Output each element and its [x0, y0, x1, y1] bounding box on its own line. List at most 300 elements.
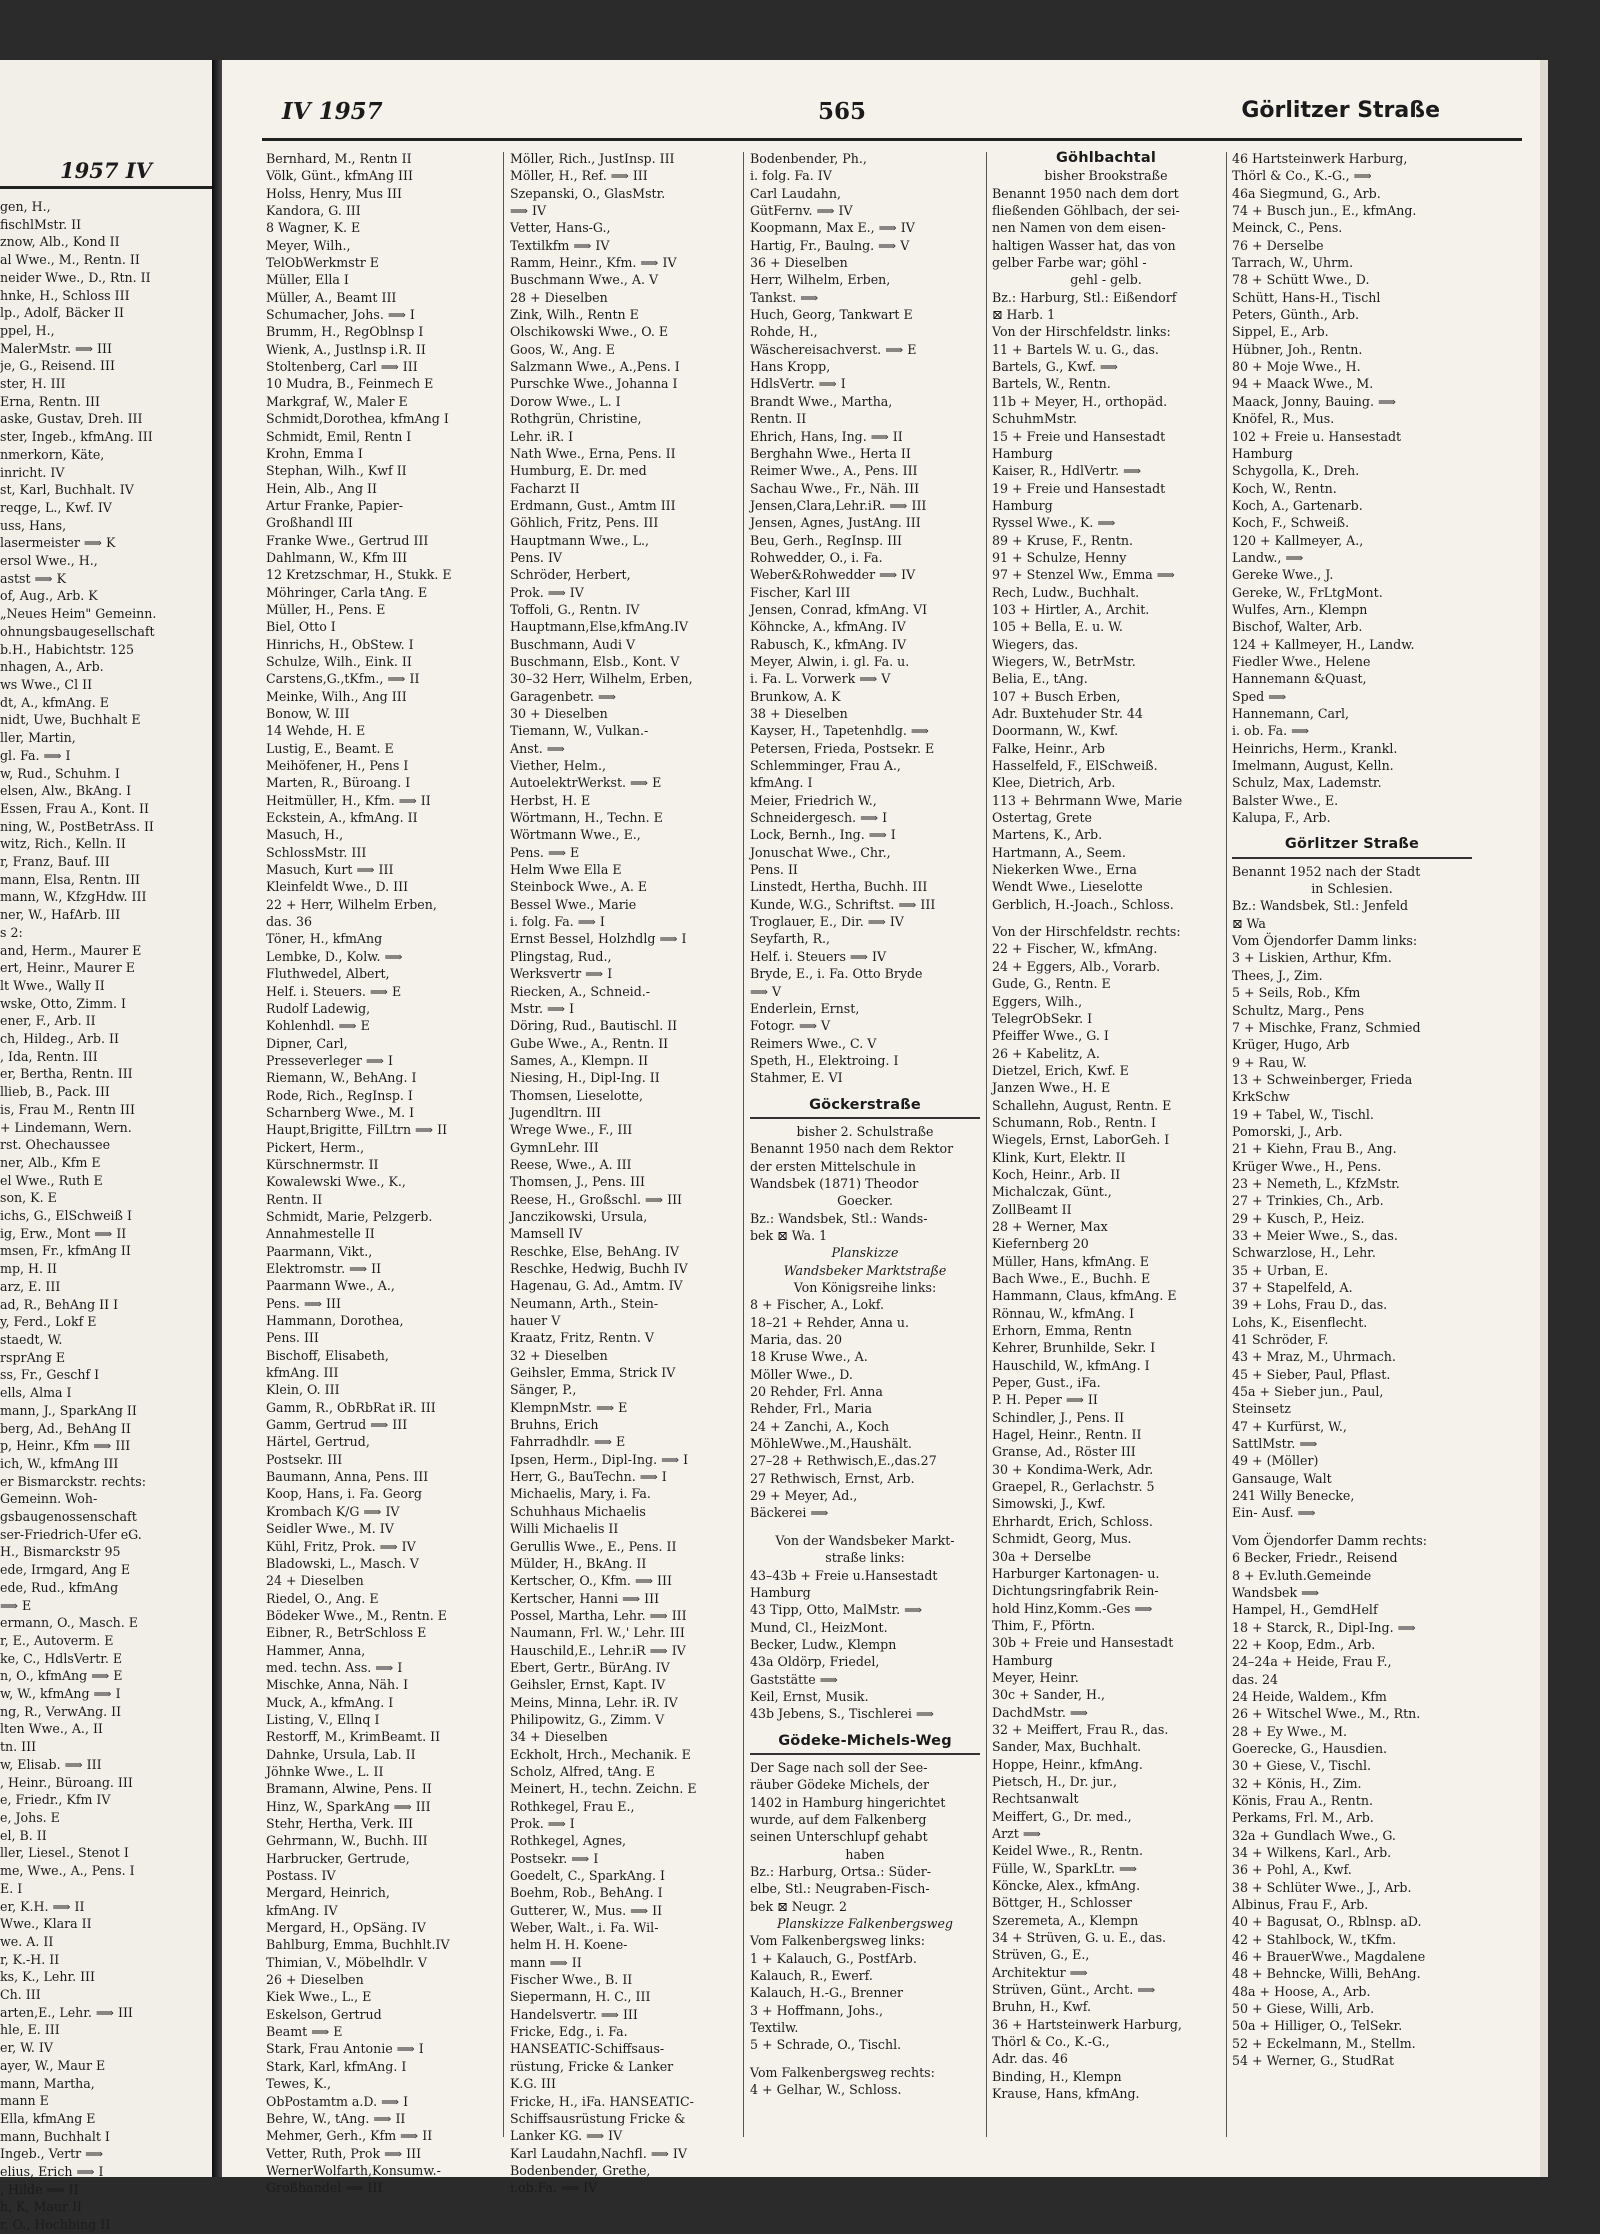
- directory-entry-line: Wulfes, Arn., Klempn: [1232, 601, 1368, 617]
- directory-entry-line: der ersten Mittelschule in: [750, 1158, 916, 1174]
- directory-entry-line: Krombach K/G ⟹ IV: [266, 1503, 400, 1519]
- directory-entry-line: Meier, Friedrich W.,: [750, 792, 877, 808]
- directory-entry-line: Beu, Gerh., RegInsp. III: [750, 532, 903, 548]
- directory-entry-line: 76 + Derselbe: [1232, 237, 1324, 253]
- directory-entry-line: 8 + Ev.luth.Gemeinde: [1232, 1567, 1372, 1583]
- directory-entry-line: 30 + Kondima-Werk, Adr.: [992, 1461, 1154, 1477]
- directory-entry-line: Kiek Wwe., L., E: [266, 1989, 372, 2005]
- directory-entry-line: 107 + Busch Erben,: [992, 688, 1121, 704]
- left-entry-line: Ingeb., Vertr ⟹: [0, 2146, 104, 2162]
- directory-entry-line: Thomsen, J., Pens. III: [510, 1174, 646, 1190]
- directory-entry-line: Paarmann Wwe., A.,: [266, 1278, 395, 1294]
- directory-entry-line: KlempnMstr. ⟹ E: [510, 1399, 628, 1415]
- directory-entry-line: Kalauch, R., Ewerf.: [750, 1968, 873, 1984]
- directory-entry-line: Lehr. iR. I: [510, 428, 574, 444]
- directory-entry-line: Schindler, J., Pens. II: [992, 1409, 1125, 1425]
- directory-entry-line: Fluthwedel, Albert,: [266, 966, 390, 982]
- directory-entry-line: Thim, F., Pförtn.: [992, 1617, 1096, 1633]
- directory-entry-line: Hübner, Joh., Rentn.: [1232, 341, 1363, 357]
- directory-entry-line: Eskelson, Gertrud: [266, 2006, 382, 2022]
- left-entry-line: „Neues Heim" Gemeinn.: [0, 606, 157, 622]
- left-entry-line: ppel, H.,: [0, 322, 55, 338]
- directory-entry-line: 50 + Giese, Willi, Arb.: [1232, 2001, 1375, 2017]
- directory-entry-line: Gansauge, Walt: [1232, 1470, 1332, 1486]
- directory-entry-line: 14 Wehde, H. E: [266, 723, 366, 739]
- directory-entry-line: Ryssel Wwe., K. ⟹: [992, 515, 1116, 531]
- directory-entry-line: Brandt Wwe., Martha,: [750, 393, 893, 409]
- directory-entry-line: TelObWerkmstr E: [266, 255, 379, 271]
- directory-entry-line: ⊠ Harb. 1: [992, 307, 1056, 323]
- directory-entry-line: Listing, V., Ellnq I: [266, 1711, 380, 1727]
- directory-entry-line: 94 + Maack Wwe., M.: [1232, 376, 1374, 392]
- directory-entry-line: HdlsVertr. ⟹ I: [750, 376, 846, 392]
- directory-entry-line: Pens. III: [266, 1330, 319, 1346]
- directory-entry-line: Harbrucker, Gertrude,: [266, 1850, 410, 1866]
- directory-entry-line: Kertscher, Hanni ⟹ III: [510, 1590, 660, 1606]
- directory-entry-line: Hamburg: [992, 445, 1053, 461]
- directory-entry-line: 24 + Eggers, Alb., Vorarb.: [992, 958, 1161, 974]
- section-rule: [750, 1117, 980, 1119]
- left-entry-line: wske, Otto, Zimm. I: [0, 995, 127, 1011]
- left-entry-line: ws Wwe., Cl II: [0, 676, 93, 692]
- directory-entry-line: Huch, Georg, Tankwart E: [750, 307, 913, 323]
- directory-entry-line: Pfeiffer Wwe., G. I: [992, 1028, 1109, 1044]
- left-entry-line: ich, W., kfmAng III: [0, 1455, 119, 1471]
- header-rule: [262, 138, 1522, 141]
- directory-entry-line: Petersen, Frieda, Postsekr. E: [750, 740, 935, 756]
- directory-entry-line: i. ob. Fa. ⟹: [1232, 723, 1310, 739]
- left-entry-line: ener, F., Arb. II: [0, 1013, 96, 1029]
- directory-entry-line: 9 + Rau, W.: [1232, 1054, 1307, 1070]
- directory-entry-line: Ehrich, Hans, Ing. ⟹ II: [750, 428, 903, 444]
- directory-entry-line: Brunkow, A. K: [750, 688, 841, 704]
- directory-entry-line: Annahmestelle II: [266, 1226, 375, 1242]
- directory-entry-line: Bz.: Wandsbek, Stl.: Wands-: [750, 1210, 928, 1226]
- directory-entry-line: Wäschereisachverst. ⟹ E: [750, 341, 917, 357]
- left-entry-line: nhagen, A., Arb.: [0, 659, 104, 675]
- directory-entry-line: Postsekr. III: [266, 1451, 343, 1467]
- directory-entry-line: Stoltenberg, Carl ⟹ III: [266, 359, 418, 375]
- left-entry-line: MalerMstr. ⟹ III: [0, 340, 112, 356]
- directory-entry-line: Lembke, D., Kolw. ⟹: [266, 948, 403, 964]
- directory-entry-line: 22 + Fischer, W., kfmAng.: [992, 941, 1158, 957]
- right-page-header: [282, 98, 1500, 132]
- directory-entry-line: Krüger Wwe., H., Pens.: [1232, 1158, 1382, 1174]
- directory-entry-line: Schmidt, Emil, Rentn I: [266, 428, 412, 444]
- directory-entry-line: 20 Rehder, Frl. Anna: [750, 1384, 883, 1400]
- directory-entry-line: 32a + Gundlach Wwe., G.: [1232, 1827, 1396, 1843]
- directory-entry-line: Neumann, Arth., Stein-: [510, 1295, 659, 1311]
- column-divider: [1226, 152, 1227, 2137]
- directory-entry-line: 27 Rethwisch, Ernst, Arb.: [750, 1470, 915, 1486]
- directory-entry-line: Niekerken Wwe., Erna: [992, 862, 1137, 878]
- directory-entry-line: 78 + Schütt Wwe., D.: [1232, 272, 1370, 288]
- left-entry-line: Essen, Frau A., Kont. II: [0, 800, 149, 816]
- directory-entry-line: Müller, A., Beamt III: [266, 289, 397, 305]
- left-entry-line: Wwe., Klara II: [0, 1916, 92, 1932]
- directory-entry-line: 40 + Bagusat, O., Rblnsp. aD.: [1232, 1914, 1422, 1930]
- left-entry-line: neider Wwe., D., Rtn. II: [0, 269, 151, 285]
- directory-entry-line: Zink, Wilh., Rentn E: [510, 307, 639, 323]
- directory-entry-line: 27 + Trinkies, Ch., Arb.: [1232, 1193, 1384, 1209]
- left-entry-line: ig, Erw., Mont ⟹ II: [0, 1225, 127, 1241]
- left-entry-line: is, Frau M., Rentn III: [0, 1101, 135, 1117]
- directory-entry-line: Sped ⟹: [1232, 688, 1287, 704]
- right-page: [222, 60, 1540, 2196]
- left-entry-line: , Heinr., Büroang. III: [0, 1774, 133, 1790]
- volume-label: IV 1957: [282, 98, 383, 125]
- directory-entry-line: Goecker.: [837, 1193, 893, 1209]
- directory-entry-line: Klee, Dietrich, Arb.: [992, 775, 1116, 791]
- directory-entry-line: Meyer, Alwin, i. gl. Fa. u.: [750, 653, 910, 669]
- directory-entry-line: Berghahn Wwe., Herta II: [750, 445, 911, 461]
- directory-entry-line: Adr. das. 46: [992, 2051, 1068, 2067]
- directory-entry-line: 15 + Freie und Hansestadt: [992, 428, 1166, 444]
- left-entry-line: er Bismarckstr. rechts:: [0, 1473, 146, 1489]
- directory-entry-line: Bz.: Harburg, Stl.: Eißendorf: [992, 289, 1177, 305]
- left-entry-line: mann, Buchhalt I: [0, 2128, 110, 2144]
- directory-entry-line: das. 24: [1232, 1671, 1279, 1687]
- directory-entry-line: hold Hinz,Komm.-Ges ⟹: [992, 1600, 1153, 1616]
- directory-entry-line: Möller Wwe., D.: [750, 1366, 853, 1382]
- directory-entry-line: Ostertag, Grete: [992, 810, 1093, 826]
- directory-entry-line: 54 + Werner, G., StudRat: [1232, 2053, 1395, 2069]
- directory-entry-line: Göhlich, Fritz, Pens. III: [510, 515, 659, 531]
- directory-entry-line: 3 + Liskien, Arthur, Kfm.: [1232, 950, 1392, 966]
- directory-entry-line: P. H. Peper ⟹ II: [992, 1392, 1098, 1408]
- directory-entry-line: Heinrichs, Herm., Krankl.: [1232, 740, 1398, 756]
- directory-entry-line: Bladowski, L., Masch. V: [266, 1555, 419, 1571]
- directory-entry-line: Pens. IV: [510, 549, 563, 565]
- directory-entry-line: Buschmann, Audi V: [510, 636, 636, 652]
- directory-entry-line: Bruhn, H., Kwf.: [992, 1999, 1092, 2015]
- left-entry-line: tn. III: [0, 1739, 37, 1755]
- directory-entry-line: 91 + Schulze, Henny: [992, 549, 1127, 565]
- left-entry-line: znow, Alb., Kond II: [0, 234, 120, 250]
- directory-entry-line: Karl Laudahn,Nachfl. ⟹ IV: [510, 2145, 687, 2161]
- directory-entry-line: Buschmann Wwe., A. V: [510, 272, 659, 288]
- directory-entry-line: Philipowitz, G., Zimm. V: [510, 1711, 665, 1727]
- directory-entry-line: 27–28 + Rethwisch,E.,das.27: [750, 1453, 937, 1469]
- directory-entry-line: Wienk, A., Justlnsp i.R. II: [266, 341, 426, 357]
- directory-entry-line: DachdMstr. ⟹: [992, 1704, 1088, 1720]
- directory-entry-line: Kowalewski Wwe., K.,: [266, 1174, 406, 1190]
- directory-entry-line: Rudolf Ladewig,: [266, 1000, 371, 1016]
- directory-entry-line: Kunde, W.G., Schriftst. ⟹ III: [750, 896, 936, 912]
- directory-entry-line: 29 + Kusch, P., Heiz.: [1232, 1210, 1365, 1226]
- directory-entry-line: Böttger, H., Schlosser: [992, 1895, 1132, 1911]
- directory-entry-line: 48 + Behncke, Willi, BehAng.: [1232, 1966, 1421, 1982]
- directory-entry-line: Sander, Max, Buchhalt.: [992, 1739, 1142, 1755]
- directory-entry-line: Gamm, R., ObRbRat iR. III: [266, 1399, 436, 1415]
- directory-entry-line: Bodenbender, Ph.,: [750, 151, 867, 166]
- left-entry-line: and, Herm., Maurer E: [0, 942, 142, 958]
- directory-entry-line: Binding, H., Klempn: [992, 2068, 1122, 2084]
- directory-entry-line: Klink, Kurt, Elektr. II: [992, 1149, 1126, 1165]
- directory-entry-line: Becker, Ludw., Klempn: [750, 1636, 897, 1652]
- directory-entry-line: Reese, H., Großschl. ⟹ III: [510, 1191, 683, 1207]
- directory-entry-line: 39 + Lohs, Frau D., das.: [1232, 1297, 1388, 1313]
- directory-entry-line: gehl - gelb.: [1070, 272, 1142, 288]
- directory-entry-line: Eckholt, Hrch., Mechanik. E: [510, 1746, 691, 1762]
- directory-entry-line: Jöhnke Wwe., L. II: [266, 1763, 384, 1779]
- left-entry-line: staedt, W.: [0, 1332, 63, 1347]
- directory-entry-line: 21 + Kiehn, Frau B., Ang.: [1232, 1141, 1397, 1157]
- directory-entry-line: Pietsch, H., Dr. jur.,: [992, 1773, 1118, 1789]
- directory-entry-line: Hauschild, W., kfmAng. I: [992, 1357, 1150, 1373]
- directory-entry-line: Hartig, Fr., Baulng. ⟹ V: [750, 237, 910, 253]
- left-entry-line: hle, E. III: [0, 2022, 60, 2038]
- directory-entry-line: Stehr, Hertha, Verk. III: [266, 1816, 414, 1831]
- directory-entry-line: Bryde, E., i. Fa. Otto Bryde: [750, 966, 923, 982]
- left-entry-line: mp, H. II: [0, 1261, 57, 1277]
- directory-entry-line: Steinsetz: [1232, 1401, 1291, 1417]
- left-entry-line: ning, W., PostBetrAss. II: [0, 818, 154, 834]
- directory-entry-line: straße links:: [825, 1550, 905, 1566]
- left-entry-line: ster, H. III: [0, 376, 66, 392]
- directory-entry-line: Strüven, G., E.,: [992, 1947, 1090, 1963]
- directory-entry-line: 97 + Stenzel Ww., Emma ⟹: [992, 567, 1175, 583]
- directory-entry-line: Martens, K., Arb.: [992, 827, 1103, 843]
- left-entry-line: ells, Alma I: [0, 1385, 72, 1401]
- column-divider: [743, 152, 744, 2137]
- directory-entry-line: 3 + Hoffmann, Johs.,: [750, 2002, 883, 2018]
- directory-entry-line: Albinus, Frau F., Arb.: [1232, 1897, 1369, 1913]
- directory-entry-line: Troglauer, E., Dir. ⟹ IV: [750, 914, 904, 930]
- directory-entry-line: 124 + Kallmeyer, H., Landw.: [1232, 636, 1415, 652]
- left-entry-line: msen, Fr., kfmAng II: [0, 1243, 131, 1259]
- directory-entry-line: Pens. ⟹ III: [266, 1295, 341, 1311]
- directory-entry-line: 35 + Urban, E.: [1232, 1262, 1329, 1278]
- directory-entry-line: Weber, Walt., i. Fa. Wil-: [510, 1920, 659, 1936]
- directory-entry-line: Werksvertr ⟹ I: [510, 966, 613, 982]
- directory-entry-line: Ramm, Heinr., Kfm. ⟹ IV: [510, 255, 677, 271]
- directory-entry-line: Eckstein, A., kfmAng. II: [266, 810, 418, 826]
- directory-entry-line: Rentn. II: [750, 411, 807, 427]
- directory-entry-line: 42 + Stahlbock, W., tKfm.: [1232, 1931, 1397, 1947]
- left-entry-line: r, Franz, Bauf. III: [0, 854, 110, 870]
- directory-entry-line: bisher Brookstraße: [1044, 168, 1168, 184]
- directory-entry-line: Riedel, O., Ang. E: [266, 1590, 379, 1606]
- directory-entry-line: Schütt, Hans-H., Tischl: [1232, 289, 1381, 305]
- directory-entry-line: Hamburg: [750, 1584, 811, 1600]
- directory-entry-line: Koch, A., Gartenarb.: [1232, 497, 1363, 513]
- directory-entry-line: Willi Michaelis II: [510, 1521, 619, 1537]
- left-entry-line: inricht. IV: [0, 464, 65, 480]
- directory-entry-line: Fotogr. ⟹ V: [750, 1018, 831, 1034]
- directory-entry-line: Hagel, Heinr., Rentn. II: [992, 1427, 1142, 1443]
- directory-entry-line: Koop, Hans, i. Fa. Georg: [266, 1486, 422, 1502]
- directory-entry-line: Helf. i. Steuers. ⟹ E: [266, 983, 402, 999]
- directory-entry-line: Fricke, Edg., i. Fa.: [510, 2024, 628, 2040]
- directory-entry-line: Doormann, W., Kwf.: [992, 723, 1119, 739]
- directory-entry-line: Mehmer, Gerh., Kfm ⟹ II: [266, 2128, 433, 2144]
- directory-entry-line: Thörl & Co., K.-G., ⟹: [1232, 168, 1372, 184]
- directory-entry-line: K.G. III: [510, 2076, 556, 2092]
- directory-entry-line: Pens. ⟹ E: [510, 844, 580, 860]
- left-entry-line: e, Johs. E: [0, 1809, 60, 1825]
- directory-entry-line: Buschmann, Elsb., Kont. V: [510, 653, 680, 669]
- directory-entry-line: 103 + Hirtler, A., Archit.: [992, 601, 1150, 617]
- directory-entry-line: Gerullis Wwe., E., Pens. II: [510, 1538, 677, 1554]
- directory-entry-line: hauer V: [510, 1313, 561, 1329]
- directory-entry-line: Geihsler, Emma, Strick IV: [510, 1365, 676, 1381]
- directory-entry-line: Enderlein, Ernst,: [750, 1000, 860, 1016]
- directory-entry-line: Simowski, J., Kwf.: [992, 1496, 1106, 1512]
- directory-entry-line: Rönnau, W., kfmAng. I: [992, 1305, 1135, 1321]
- directory-entry-line: Gereke Wwe., J.: [1232, 567, 1334, 583]
- spacer: [992, 913, 1220, 923]
- directory-entry-line: Bischof, Walter, Arb.: [1232, 619, 1363, 635]
- directory-entry-line: Gamm, Gertrud ⟹ III: [266, 1417, 408, 1433]
- directory-entry-line: 50a + Hilliger, O., TelSekr.: [1232, 2018, 1403, 2034]
- directory-entry-line: 1 + Kalauch, G., PostfArb.: [750, 1950, 917, 1966]
- directory-entry-line: Tarrach, W., Uhrm.: [1232, 255, 1354, 271]
- directory-entry-line: Facharzt II: [510, 480, 580, 496]
- directory-entry-line: bek ⊠ Wa. 1: [750, 1227, 828, 1243]
- left-page-header: 1957 IV: [60, 158, 152, 183]
- left-entry-line: ersol Wwe., H.,: [0, 553, 98, 569]
- directory-entry-line: Viether, Helm.,: [510, 758, 607, 774]
- directory-entry-line: Sames, A., Klempn. II: [510, 1052, 649, 1068]
- directory-entry-line: Siepermann, H. C., III: [510, 1989, 651, 2005]
- directory-entry-line: 19 + Tabel, W., Tischl.: [1232, 1106, 1374, 1122]
- directory-entry-line: Hamburg: [1232, 445, 1293, 461]
- directory-entry-line: wurde, auf dem Falkenberg: [750, 1811, 927, 1827]
- left-entry-line: ede, Rud., kfmAng: [0, 1579, 119, 1595]
- directory-entry-line: Reschke, Else, BehAng. IV: [510, 1243, 679, 1259]
- directory-entry-line: 28 + Werner, Max: [992, 1218, 1108, 1234]
- directory-entry-line: 22 + Koop, Edm., Arb.: [1232, 1636, 1376, 1652]
- directory-entry-line: Schuhhaus Michaelis: [510, 1503, 646, 1519]
- directory-entry-line: Scholz, Alfred, tAng. E: [510, 1763, 655, 1779]
- directory-entry-line: Prok. ⟹ IV: [510, 584, 584, 600]
- directory-entry-line: Möller, Rich., JustInsp. III: [510, 151, 675, 166]
- directory-entry-line: SchuhmMstr.: [992, 411, 1078, 427]
- directory-entry-line: Bz.: Harburg, Ortsa.: Süder-: [750, 1864, 932, 1879]
- directory-entry-line: Köncke, Alex., kfmAng.: [992, 1878, 1141, 1894]
- directory-entry-line: Meinke, Wilh., Ang III: [266, 688, 407, 704]
- street-section-title: Göhlbachtal: [1055, 150, 1157, 166]
- left-entry-line: rst. Ohechaussee: [0, 1137, 111, 1153]
- directory-entry-line: Riemann, W., BehAng. I: [266, 1070, 417, 1086]
- directory-entry-line: Fiedler Wwe., Helene: [1232, 653, 1371, 669]
- directory-entry-line: 241 Willy Benecke,: [1232, 1488, 1355, 1504]
- directory-entry-line: 46 Hartsteinwerk Harburg,: [1232, 151, 1408, 166]
- directory-entry-line: 38 + Dieselben: [750, 706, 848, 721]
- directory-entry-line: Hauptmann,Else,kfmAng.IV: [510, 619, 689, 635]
- directory-entry-line: Gaststätte ⟹: [750, 1671, 838, 1687]
- directory-entry-line: Dorow Wwe., L. I: [510, 393, 621, 409]
- directory-entry-line: Szeremeta, A., Klempn: [992, 1912, 1139, 1928]
- directory-entry-line: Rohwedder, O., i. Fa.: [750, 549, 883, 565]
- directory-entry-line: 29 + Meyer, Ad.,: [750, 1488, 858, 1504]
- directory-entry-line: Kalupa, F., Arb.: [1232, 810, 1331, 826]
- directory-entry-line: Meinck, C., Pens.: [1232, 220, 1343, 236]
- directory-entry-line: Gehrmann, W., Buchh. III: [266, 1833, 428, 1849]
- directory-entry-line: 11b + Meyer, H., orthopäd.: [992, 393, 1168, 409]
- directory-entry-line: Hampel, H., GemdHelf: [1232, 1602, 1378, 1618]
- directory-entry-line: Schmidt, Marie, Pelzgerb.: [266, 1208, 433, 1224]
- left-entry-line: ede, Irmgard, Ang E: [0, 1562, 131, 1578]
- directory-entry-line: Koopmann, Max E., ⟹ IV: [750, 220, 915, 236]
- directory-entry-line: 30a + Derselbe: [992, 1548, 1092, 1564]
- left-entry-line: er, K.H. ⟹ II: [0, 1898, 85, 1914]
- directory-entry-line: Kürschnermstr. II: [266, 1156, 379, 1172]
- directory-entry-line: i. Fa. L. Vorwerk ⟹ V: [750, 671, 891, 687]
- left-entry-line: ner, Alb., Kfm E: [0, 1154, 101, 1170]
- directory-entry-line: HANSEATIC-Schiffsaus-: [510, 2041, 665, 2057]
- directory-entry-line: Kraatz, Fritz, Rentn. V: [510, 1330, 654, 1346]
- directory-entry-line: 30 + Dieselben: [510, 706, 608, 721]
- directory-entry-line: Hagenau, G. Ad., Amtm. IV: [510, 1278, 683, 1294]
- directory-entry-line: 36 + Pohl, A., Kwf.: [1232, 1862, 1352, 1878]
- directory-entry-line: ObPostamtm a.D. ⟹ I: [266, 2093, 409, 2109]
- directory-entry-line: Fischer, Karl III: [750, 584, 851, 600]
- left-entry-line: elsen, Alw., BkAng. I: [0, 783, 132, 799]
- directory-entry-line: Ebert, Gertr., BürAng. IV: [510, 1659, 670, 1675]
- directory-entry-line: das. 36: [266, 914, 313, 930]
- directory-entry-line: Krüger, Hugo, Arb: [1232, 1037, 1350, 1053]
- directory-entry-line: Biel, Otto I: [266, 619, 336, 635]
- directory-entry-line: Reimer Wwe., A., Pens. III: [750, 463, 918, 479]
- directory-entry-line: Architektur ⟹: [992, 1964, 1088, 1980]
- directory-entry-line: räuber Gödeke Michels, der: [750, 1777, 929, 1793]
- directory-entry-line: Presseverleger ⟹ I: [266, 1052, 393, 1068]
- directory-entry-line: 24 + Zanchi, A., Koch: [750, 1418, 890, 1434]
- directory-entry-line: Wiegers, das.: [992, 636, 1079, 652]
- section-rule: [750, 1753, 980, 1755]
- directory-entry-line: Weber&Rohwedder ⟹ IV: [750, 567, 916, 583]
- directory-entry-line: Schultz, Marg., Pens: [1232, 1002, 1365, 1018]
- directory-entry-line: Holss, Henry, Mus III: [266, 185, 402, 201]
- directory-entry-line: Peper, Gust., iFa.: [992, 1375, 1101, 1391]
- directory-entry-line: Kleinfeldt Wwe., D. III: [266, 879, 409, 895]
- directory-entry-line: Handelsvertr. ⟹ III: [510, 2006, 638, 2022]
- left-entry-line: ⟹ E: [0, 1597, 32, 1613]
- directory-entry-line: haltigen Wasser hat, das von: [992, 237, 1176, 253]
- directory-entry-line: i. folg. Fa. IV: [750, 168, 832, 184]
- directory-entry-line: Thörl & Co., K.-G.,: [992, 2034, 1110, 2050]
- directory-entry-line: Kayser, H., Tapetenhdlg. ⟹: [750, 723, 929, 739]
- directory-entry-line: 113 + Behrmann Wwe, Marie: [992, 792, 1183, 808]
- left-entry-line: gsbaugenossenschaft: [0, 1509, 137, 1525]
- directory-entry-line: Vetter, Hans-G.,: [510, 220, 611, 236]
- directory-entry-line: Naumann, Frl. W.,' Lehr. III: [510, 1625, 685, 1641]
- directory-entry-line: Gereke, W., FrLtgMont.: [1232, 584, 1383, 600]
- directory-entry-line: 5 + Seils, Rob., Kfm: [1232, 985, 1361, 1001]
- directory-entry-line: Garagenbetr. ⟹: [510, 688, 616, 704]
- directory-entry-line: in Schlesien.: [1311, 881, 1393, 897]
- directory-entry-line: Kehrer, Brunhilde, Sekr. I: [992, 1340, 1156, 1356]
- directory-entry-line: KrkSchw: [1232, 1089, 1290, 1105]
- directory-entry-line: Pickert, Herm.,: [266, 1139, 365, 1155]
- directory-entry-line: fließenden Göhlbach, der sei-: [992, 203, 1180, 219]
- directory-entry-line: 4 + Gelhar, W., Schloss.: [750, 2082, 902, 2098]
- directory-entry-line: Elektromstr. ⟹ II: [266, 1261, 382, 1276]
- directory-entry-line: 33 + Meier Wwe., S., das.: [1232, 1227, 1398, 1243]
- directory-entry-line: Seidler Wwe., M. IV: [266, 1521, 394, 1537]
- directory-entry-line: Brumm, H., RegOblnsp I: [266, 324, 424, 340]
- directory-entry-line: Meinert, H., techn. Zeichn. E: [510, 1781, 697, 1797]
- directory-entry-line: kfmAng. IV: [266, 1902, 338, 1918]
- directory-entry-line: Anst. ⟹: [510, 740, 565, 756]
- directory-entry-line: Bartels, G., Kwf. ⟹: [992, 359, 1118, 375]
- left-entry-line: nidt, Uwe, Buchhalt E: [0, 712, 141, 728]
- left-entry-line: , Ida, Rentn. III: [0, 1048, 98, 1064]
- directory-entry-line: Kohlenhdl. ⟹ E: [266, 1018, 370, 1034]
- left-entry-line: ayer, W., Maur E: [0, 2057, 106, 2073]
